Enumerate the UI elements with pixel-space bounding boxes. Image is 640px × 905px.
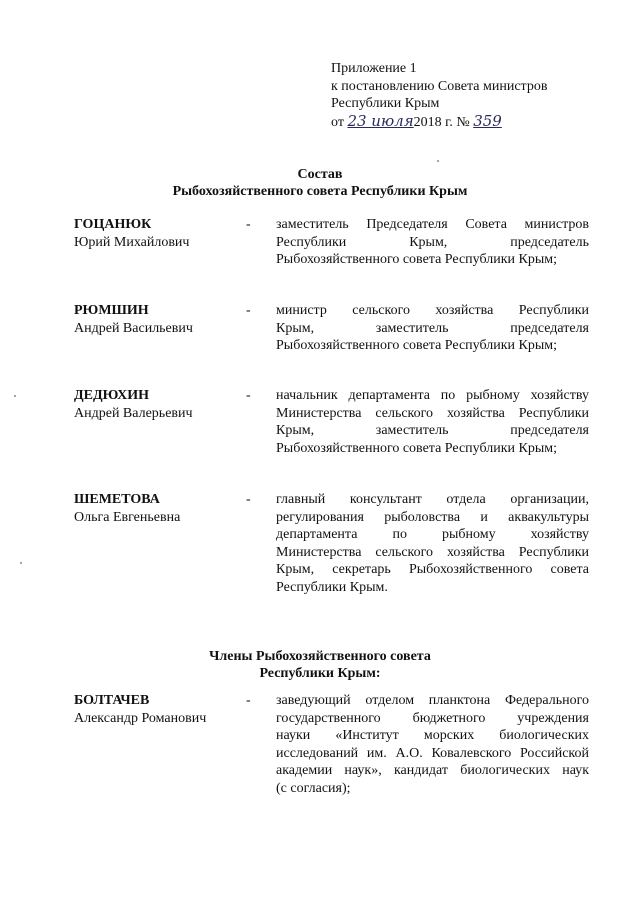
role-line: государственного бюджетного учреждения [276,710,589,726]
title-line-2: Рыбохозяйственного совета Республики Крым [172,184,468,199]
person-role [276,692,589,797]
entry-dash: - [246,303,251,318]
role-line: заведующий отделом планктона Федерального [276,693,589,708]
entry-dash: - [246,388,251,403]
role-line: Крым, заместитель председателя [276,320,589,336]
person-role [276,216,589,269]
role-line: Рыбохозяйственного совета Республики Крым; [276,440,558,456]
role-line: науки «Институт морских биологических [276,728,589,743]
entry-dash: - [246,693,251,708]
person-role [276,491,589,596]
role-line: Министерства сельского хозяйства Республики [276,544,589,560]
scan-speck [14,395,16,397]
title-line-1: Состав [297,167,343,182]
role-line: Крым, секретарь Рыбохозяйственного совета [276,562,589,577]
date-prefix: от [331,114,344,130]
appendix-line-2: к постановлению Совета министров [331,78,548,94]
person-surname: ГОЦАНЮК [74,217,152,232]
person-surname: ШЕМЕТОВА [74,492,160,507]
person-given-name: Андрей Валерьевич [74,405,193,421]
entry-dash: - [246,217,251,232]
role-line: регулирования рыболовства и аквакультуры [276,509,589,525]
person-name [74,387,244,422]
person-surname: РЮМШИН [74,303,149,318]
appendix-line-3: Республики Крым [331,96,440,111]
appendix-date-line [331,113,547,132]
person-name [74,216,244,251]
person-surname: ДЕДЮХИН [74,388,149,403]
date-year: 2018 г. № [413,114,470,130]
person-role [276,302,589,355]
person-name [74,692,244,727]
role-line: начальник департамента по рыбному хозяйству [276,388,589,403]
person-role [276,387,589,457]
role-line: Рыбохозяйственного совета Республики Крым; [276,338,558,353]
members-heading-line-2: Республики Крым: [259,666,381,681]
role-line: исследований им. А.О. Ковалевского Российской [276,745,589,761]
handwritten-date: 23 июля [347,111,414,130]
handwritten-number: 359 [473,111,502,130]
scan-speck [20,562,22,564]
entry-dash: - [246,492,251,507]
person-surname: БОЛТАЧЕВ [74,693,150,708]
role-line: Республики Крым. [276,579,388,595]
role-line: Министерства сельского хозяйства Республики [276,405,589,421]
role-line: главный консультант отдела организации, [276,492,589,507]
role-line: заместитель Председателя Совета министров [276,217,589,232]
role-line: Крым, заместитель председателя [276,423,589,438]
document-title [0,166,640,200]
role-line: Рыбохозяйственного совета Республики Крым; [276,252,558,267]
person-given-name: Юрий Михайлович [74,234,190,250]
role-line: академии наук», кандидат биологических наук [276,763,589,778]
appendix-block [331,60,547,131]
role-line: Республики Крым, председатель [276,234,589,250]
role-line: министр сельского хозяйства Республики [276,303,589,318]
person-given-name: Александр Романович [74,710,207,726]
person-given-name: Ольга Евгеньевна [74,509,181,525]
role-line: департамента по рыбному хозяйству [276,527,589,542]
appendix-line-1: Приложение 1 [331,61,417,76]
members-heading [0,648,640,682]
members-heading-line-1: Члены Рыбохозяйственного совета [209,649,431,664]
role-line: (с согласия); [276,780,351,796]
person-given-name: Андрей Васильевич [74,320,193,336]
scan-speck [437,160,439,162]
person-name [74,491,244,526]
person-name [74,302,244,337]
